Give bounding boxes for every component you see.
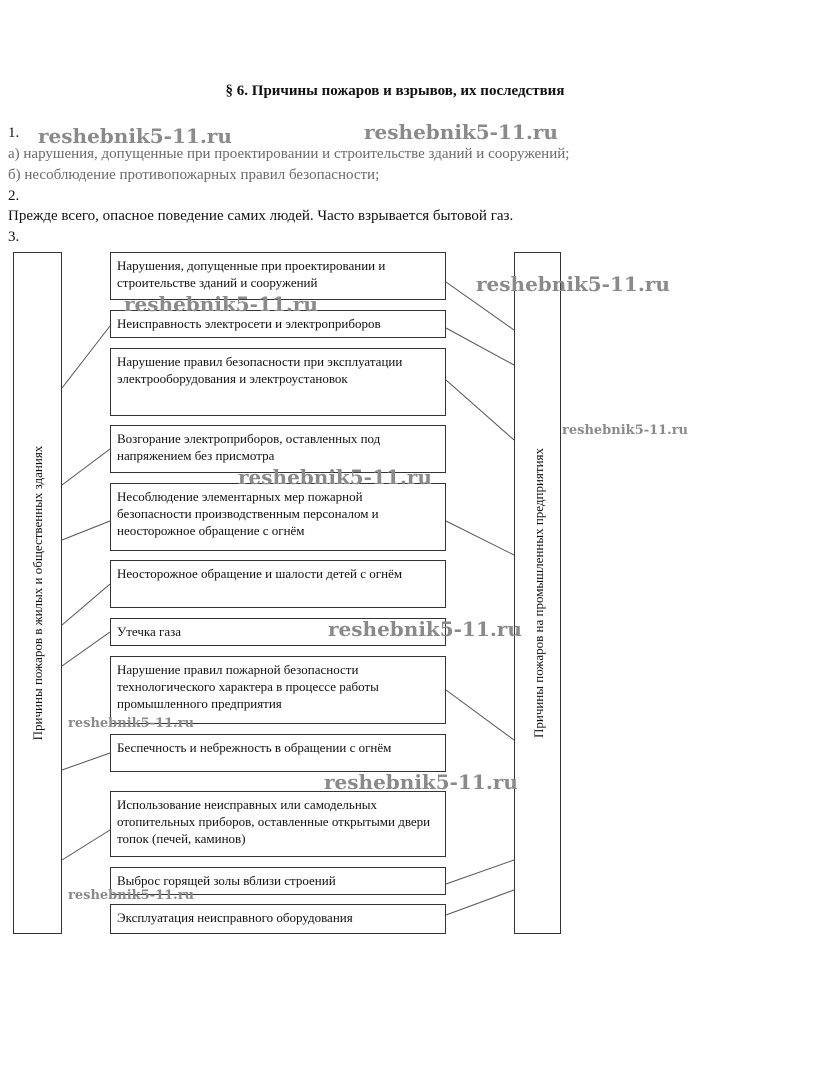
answer-1b-text: б) несоблюдение противопожарных правил безопасности; [8, 167, 380, 183]
watermark: reshebnik5-11.ru [328, 617, 522, 641]
watermark: reshebnik5-11.ru [68, 716, 195, 731]
right-category-box [514, 252, 561, 934]
watermark: reshebnik5-11.ru [238, 465, 432, 489]
connector-left-3 [62, 521, 110, 540]
cause-box-carelessness: Беспечность и небрежность в обращении с огнём [110, 734, 446, 772]
cause-box-technological-violations: Нарушение правил пожарной безопасности технологического характера в процессе работы промышленного предприятия [110, 656, 446, 724]
connector-left-7 [62, 830, 110, 860]
answer-2-text: Прежде всего, опасное поведение самих людей. Часто взрывается бытовой газ. [8, 208, 514, 224]
cause-box-hot-ash: Выброс горящей золы вблизи строений [110, 867, 446, 895]
answer-2-number: 2. [8, 188, 20, 204]
cause-box-faulty-heaters: Использование неисправных или самодельных отопительных приборов, оставленные открытыми двери топок (печей, каминов) [110, 791, 446, 857]
connector-left-1 [62, 326, 110, 388]
watermark: reshebnik5-11.ru [562, 423, 689, 438]
cause-box-faulty-equipment: Эксплуатация неисправного оборудования [110, 904, 446, 934]
connector-right-3 [446, 380, 514, 440]
connector-right-6 [446, 860, 514, 884]
connector-left-4 [62, 584, 110, 625]
connector-right-4 [446, 521, 514, 555]
left-category-label: Причины пожаров в жилых и общественных зданиях [30, 445, 45, 741]
watermark: reshebnik5-11.ru [364, 120, 558, 144]
section-heading: § 6. Причины пожаров и взрывов, их последствия [225, 83, 565, 99]
connector-right-7 [446, 890, 514, 915]
answer-3-number: 3. [8, 229, 20, 245]
watermark: reshebnik5-11.ru [476, 272, 670, 296]
connector-left-6 [62, 753, 110, 770]
answer-1-number: 1. [8, 125, 20, 141]
right-category-label: Причины пожаров на промышленных предприятиях [531, 447, 546, 739]
cause-box-design-violations: Нарушения, допущенные при проектировании и строительстве зданий и сооружений [110, 252, 446, 300]
watermark: reshebnik5-11.ru [38, 124, 232, 148]
cause-box-unattended-appliances: Возгорание электроприборов, оставленных под напряжением без присмотра [110, 425, 446, 473]
watermark: reshebnik5-11.ru [324, 770, 518, 794]
connector-right-5 [446, 690, 514, 740]
left-category-box [13, 252, 62, 934]
cause-box-electrical-safety: Нарушение правил безопасности при эксплуатации электрооборудования и электроустановок [110, 348, 446, 416]
connector-right-2 [446, 328, 514, 365]
watermark: reshebnik5-11.ru [68, 888, 195, 903]
connector-left-5 [62, 632, 110, 666]
watermark: reshebnik5-11.ru [124, 292, 318, 316]
cause-box-children-fire: Неосторожное обращение и шалости детей с огнём [110, 560, 446, 608]
answer-1a-text: а) нарушения, допущенные при проектировании и строительстве зданий и сооружений; [8, 146, 570, 162]
cause-box-gas-leak: Утечка газа [110, 618, 446, 646]
cause-box-faulty-wiring: Неисправность электросети и электроприборов [110, 310, 446, 338]
cause-box-personnel-negligence: Несоблюдение элементарных мер пожарной безопасности производственным персоналом и неосторожное обращение с огнём [110, 483, 446, 551]
connector-left-2 [62, 449, 110, 485]
